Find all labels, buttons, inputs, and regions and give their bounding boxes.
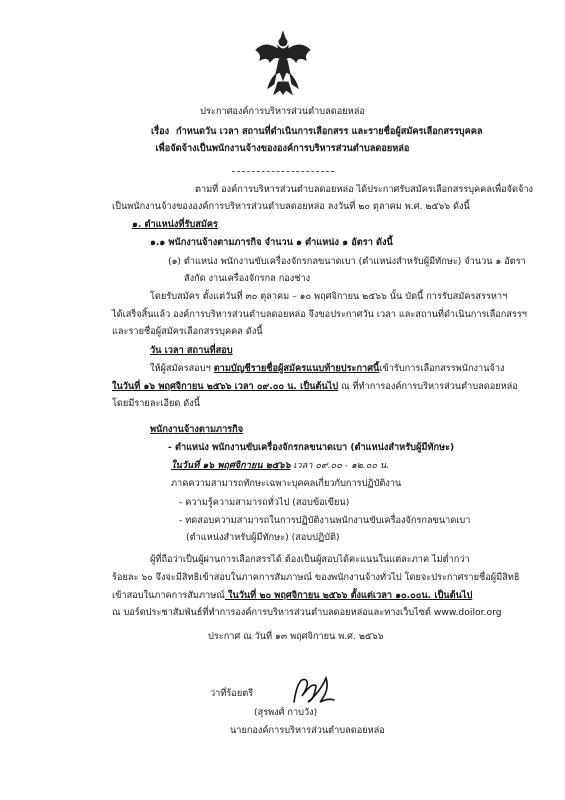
result-line-3-a: เข้าสอบในภาคการสัมภาษณ์ — [112, 590, 225, 601]
subject-line-1: กำหนดวัน เวลา สถานที่ดำเนินการเลือกสรร และรายชื่อผู้สมัครเลือกสรรบุคคล — [176, 126, 483, 137]
intro-line-2: เป็นพนักงานจ้างขององค์การบริหารส่วนตำบลดอยหล่อ ลงวันที่ ๒๐ ตุลาคม พ.ศ. ๒๕๖๖ ดังนี้ — [112, 201, 470, 212]
result-line-2: ร้อยละ ๖๐ จึงจะมีสิทธิเข้าสอบในภาคการสัมภาษณ์ ของพนักงานจ้างทั่วไป โดยจะประกาศรายชื่อผู้มีสิทธิ — [112, 572, 520, 583]
exam-time-heading: วัน เวลา สถานที่สอบ — [150, 345, 233, 356]
org-announcement-line: ประกาศองค์การบริหารส่วนตำบลดอยหล่อ — [200, 106, 365, 117]
exam-time-line-1-c: เข้ารับการเลือกสรรพนักงานจ้าง — [379, 363, 505, 374]
section1-item-line-2: สังกัด งานเครื่องจักรกล กองช่าง — [184, 273, 311, 284]
exam-date-highlight: ในวันที่ ๑๖ พฤศจิกายน ๒๕๖๖ เวลา ๐๙.๐๐ น. เป็นต้นไป — [112, 381, 339, 392]
mission-test-2-b: (ตำแหน่งสำหรับผู้มีทักษะ) (สอบปฏิบัติ) — [186, 532, 340, 543]
section1-item-line-1: (๑) ตำแหน่ง พนักงานขับเครื่องจักรกลขนาดเบา (ตำแหน่งสำหรับผู้มีทักษะ) จำนวน ๑ อัตรา — [168, 256, 526, 267]
para2-line-2: ได้เสร็จสิ้นแล้ว องค์การบริหารส่วนตำบลดอยหล่อ จึงขอประกาศวัน เวลา และสถานที่ดำเนินการเลือกสรรฯ — [112, 309, 527, 320]
exam-venue: ณ ที่ทำการองค์การบริหารส่วนตำบลดอยหล่อ — [338, 381, 518, 392]
mission-test-2-a: - ทดสอบความสามารถในการปฏิบัติงานพนักงานขับเครื่องจักรกลขนาดเบา — [179, 515, 471, 526]
exam-time-line-1-a: ให้ผู้สมัครสอบฯ — [150, 363, 211, 374]
mission-test-1: - ความรู้ความสามารถทั่วไป (สอบข้อเขียน) — [179, 497, 350, 508]
handwritten-signature — [290, 672, 336, 708]
signer-position: นายกองค์การบริหารส่วนตำบลดอยหล่อ — [230, 725, 385, 736]
mission-position: - ตำแหน่ง พนักงานขับเครื่องจักรกลขนาดเบา (ตำแหน่งสำหรับผู้มีทักษะ) — [168, 442, 455, 453]
divider-rule — [232, 171, 334, 172]
mission-part: ภาคความสามารถทักษะเฉพาะบุคคลเกี่ยวกับการปฏิบัติงาน — [171, 478, 402, 489]
attached-list-reference: ตามบัญชีรายชื่อผู้สมัครแนบท้ายประกาศนี้ — [213, 363, 380, 374]
mission-date-time: เวลา ๐๙.๐๐ - ๑๒.๐๐ น. — [290, 460, 390, 471]
signer-title: ว่าที่ร้อยตรี — [210, 688, 254, 699]
exam-time-line-3: โดยมีรายละเอียด ดังนี้ — [112, 398, 201, 409]
exam-time-line-2 — [112, 381, 518, 393]
intro-line-1: ตามที่ องค์การบริหารส่วนตำบลดอยหล่อ ได้ประกาศรับสมัครเลือกสรรบุคคลเพื่อจัดจ้าง — [195, 184, 534, 195]
subject-line-2: เพื่อจัดจ้างเป็นพนักงานจ้างขององค์การบริหารส่วนตำบลดอยหล่อ — [155, 143, 410, 154]
result-line-3 — [112, 590, 472, 602]
interview-date-highlight: ในวันที่ ๒๐ พฤศจิกายน ๒๕๖๖ ตั้งแต่เวลา ๑๐.๐๐น. เป็นต้นไป — [224, 590, 473, 601]
section1-heading: ๑. ตำแหน่งที่รับสมัคร — [132, 219, 218, 230]
mission-date-day: ในวันที่ ๑๖ พฤศจิกายน ๒๕๖๖ — [171, 460, 291, 471]
result-line-4: ณ บอร์ดประชาสัมพันธ์ที่ทำการองค์การบริหารส่วนตำบลดอยหล่อและทางเว็บไซต์ www.doilor.org — [112, 607, 502, 618]
section1-sub: ๑.๑ พนักงานจ้างตามภารกิจ จำนวน ๑ ตำแหน่ง ๑ อัตรา ดังนี้ — [150, 237, 393, 248]
result-line-1: ผู้ที่ถือว่าเป็นผู้ผ่านการเลือกสรรได้ ต้องเป็นผู้สอบได้คะแนนในแต่ละภาค ไม่ต่ำกว่า — [150, 554, 470, 565]
exam-time-line-1 — [150, 363, 505, 375]
garuda-emblem-icon — [254, 30, 312, 96]
mission-heading: พนักงานจ้างตามภารกิจ — [150, 424, 244, 435]
mission-date — [171, 460, 389, 472]
para2-line-1: โดยรับสมัคร ตั้งแต่วันที่ ๓๐ ตุลาคม – ๑๐ พฤศจิกายน ๒๕๖๖ นั้น บัดนี้ การรับสมัครสรรหาฯ — [150, 291, 508, 302]
subject-label: เรื่อง — [151, 126, 170, 137]
para2-line-3: และรายชื่อผู้สมัครเลือกสรรบุคคล ดังนี้ — [112, 326, 263, 337]
signer-name: (สุรพงศ์ กาบวัง) — [254, 707, 318, 718]
announced-date: ประกาศ ณ วันที่ ๑๓ พฤศจิกายน พ.ศ. ๒๕๖๖ — [208, 631, 384, 642]
